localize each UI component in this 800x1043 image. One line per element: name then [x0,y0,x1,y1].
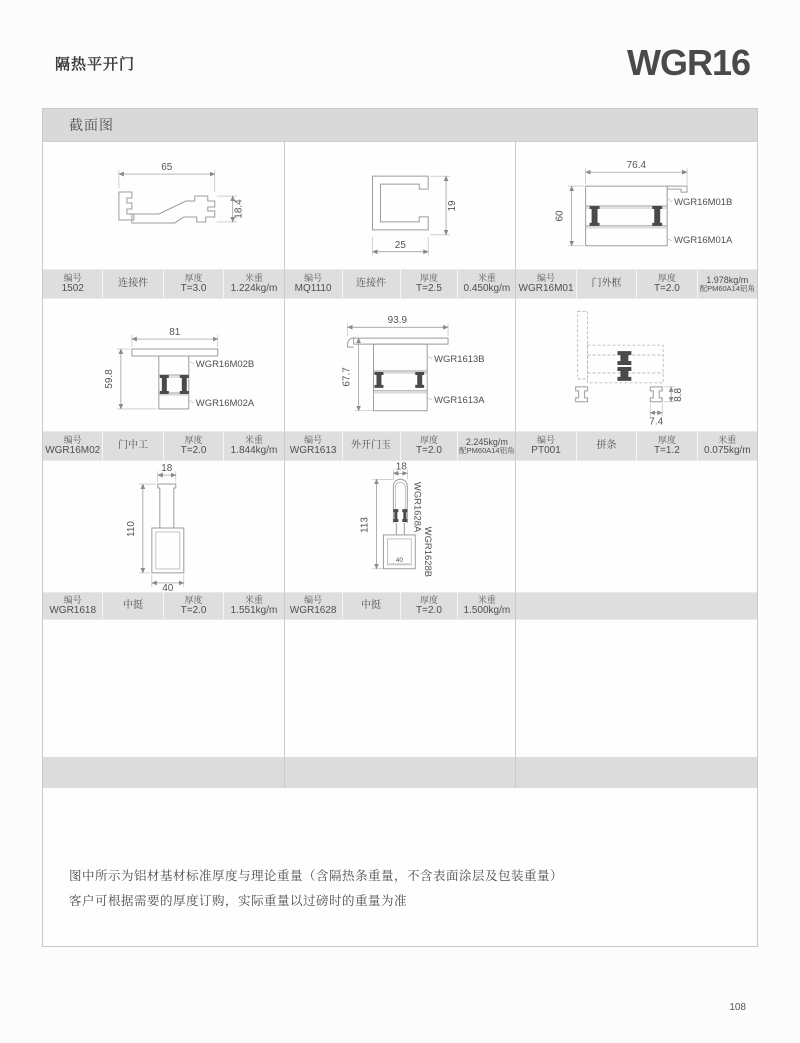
spec-type-value: 门外框 [591,278,622,290]
drawing-row-2 [43,299,757,431]
profile-outline [576,387,588,402]
drawing-cell-empty [515,461,757,592]
spec-thickness-label: 厚度 [419,273,438,284]
spec-code-value: MQ1110 [294,283,332,295]
spec-code-value: WGR1628 [289,605,337,617]
spec-weight-label: 米重 [477,273,496,284]
spec-row-2 [43,431,757,461]
gray-band-cell [515,757,757,788]
spec-weight-value: 0.075kg/m [703,445,751,457]
spec-weight-note: 配PM60A14铝角 [459,445,515,455]
spec-empty-gray [515,592,757,620]
profile-drawing-pt001 [516,299,757,431]
spec-type-value: 中挺 [123,600,144,612]
spec-row-3 [43,592,757,620]
spec-thickness-value: T=2.0 [416,605,442,617]
spec-code-value: WGR1618 [49,605,97,617]
profile-outline [353,338,447,344]
spec-code-label: 编号 [63,435,82,446]
thermal-break-bar [653,206,663,226]
drawing-cell-wgr16m02 [43,299,284,431]
spec-weight-note: 配PM60A14铝角 [699,283,756,293]
note-line-2: 客户可根据需要的厚度订购，实际重量以过磅时的重量为准 [69,894,408,908]
profile-drawing-wgr1618 [43,461,284,592]
spec-thickness-value: T=3.0 [180,283,207,295]
thermal-break-bar [393,509,398,522]
spec-weight-label: 米重 [244,273,263,284]
spec-code-label: 编号 [304,435,323,446]
section-table [42,108,758,947]
spec-pt001 [515,431,757,461]
dim-width-label: 93.9 [387,315,407,327]
dim-width-label: 81 [169,327,181,339]
spec-weight-value: 0.450kg/m [463,283,511,295]
spec-thickness-label: 厚度 [184,435,203,446]
profile-outline [132,349,218,356]
gray-band-row [43,757,757,788]
note-box [43,788,563,946]
profile-inner [156,532,180,569]
page-title: 隔热平开门 [55,56,136,73]
profile-drawing-mq1110 [285,142,516,269]
spec-thickness-value: T=1.2 [653,445,680,457]
spec-weight-value: 1.844kg/m [230,445,278,457]
thermal-break-bar [415,372,424,388]
model-code: WGR16 [626,42,750,83]
profile-outline [651,387,663,402]
spec-code-label: 编号 [537,435,556,446]
dim-width-label: 7.4 [649,416,664,428]
thermal-break-bar [618,351,632,365]
spec-mq1110 [284,269,516,299]
thermal-break-bar [160,375,169,394]
drawing-row-3 [43,461,757,592]
part-label-a: WGR16M01A [674,234,733,246]
profile-drawing-1502 [43,142,284,269]
spec-code-value: WGR1613 [289,445,337,457]
thermal-break-bar [374,372,383,388]
dim-width-label: 25 [394,239,406,251]
empty-cell [284,620,516,757]
part-label-a: WGR16M02A [195,397,255,409]
spec-thickness-label: 厚度 [657,273,676,284]
spec-wgr1628 [284,592,516,620]
profile-outline [132,196,215,223]
spec-type-value: 中挺 [361,600,382,612]
dim-height-label: 8.8 [673,387,685,402]
dim-bottom-label: 40 [395,556,403,564]
spec-row-1 [43,269,757,299]
note-row [43,788,757,946]
profile-drawing-wgr1613 [285,299,516,431]
spec-wgr1613 [284,431,516,461]
dim-width-label: 65 [161,162,173,174]
drawing-cell-pt001 [515,299,757,431]
gray-band-cell [43,757,284,788]
part-label-b: WGR1628B [421,526,433,578]
spec-thickness-label: 厚度 [184,273,203,284]
dim-height-label: 67.7 [341,367,353,387]
profile-base [152,528,184,573]
thermal-break-bar [180,375,189,394]
spec-1502 [43,269,284,299]
spec-thickness-label: 厚度 [419,435,438,446]
empty-row [43,620,757,757]
thermal-break-bar [402,509,407,522]
profile-outline [372,176,428,230]
profile-hook [347,338,353,347]
part-label-b: WGR16M02B [195,358,255,370]
drawing-cell-wgr16m01 [515,142,757,269]
dim-height-label: 18.4 [233,199,245,219]
spec-type-value: 外开门玉 [351,440,392,452]
spec-weight-value: 1.500kg/m [463,605,511,617]
spec-code-value: PT001 [531,445,561,457]
spec-code-value: WGR16M02 [45,445,101,457]
spec-weight-value: 1.224kg/m [230,283,278,295]
dim-top-label: 18 [395,461,407,473]
spec-weight-label: 米重 [477,595,496,606]
spec-thickness-label: 厚度 [184,595,203,606]
part-label-b: WGR16M01B [674,197,733,209]
spec-weight-label: 米重 [244,435,263,446]
spec-code-value: 1502 [61,283,84,295]
empty-cell [515,620,757,757]
spec-thickness-label: 厚度 [419,595,438,606]
spec-thickness-value: T=2.5 [416,283,442,295]
spec-code-label: 编号 [304,595,323,606]
spec-weight-value: 1.978kg/m [706,274,749,285]
part-label-b: WGR1613B [433,354,485,366]
profile-flange [667,186,687,192]
spec-wgr1618 [43,592,284,620]
thermal-break-bar [590,206,600,226]
spec-code-label: 编号 [537,273,556,284]
dim-height-label: 110 [125,521,137,537]
spec-wgr16m02 [43,431,284,461]
spec-code-label: 编号 [304,273,323,284]
spec-thickness-value: T=2.0 [180,605,207,617]
spec-weight-value: 1.551kg/m [230,605,278,617]
note-line-1: 图中所示为铝材基材标准厚度与理论重量（含隔热条重量，不含表面涂层及包装重量） [69,869,564,883]
dim-bottom-label: 40 [162,582,174,592]
dim-width-label: 76.4 [626,160,647,172]
thermal-break-bar [618,367,632,381]
drawing-cell-mq1110 [284,142,516,269]
part-label-a: WGR1628A [410,481,422,533]
spec-code-label: 编号 [63,273,82,284]
profile-drawing-wgr16m01 [516,142,757,269]
spec-type-value: 拼条 [596,440,617,452]
dim-height-label: 113 [359,517,371,533]
dim-top-label: 18 [161,463,173,475]
profile-drawing-wgr1628 [285,461,516,592]
spec-type-value: 门中工 [118,440,149,452]
spec-thickness-value: T=2.0 [416,445,442,457]
section-header-label: 截面图 [69,117,114,133]
section-header-cell [43,109,757,142]
drawing-row-1 [43,142,757,269]
profile-drawing-wgr16m02 [43,299,284,431]
context-profile-dashed [578,311,588,379]
spec-weight-label: 米重 [244,595,263,606]
empty-cell [43,620,284,757]
spec-wgr16m01 [515,269,757,299]
drawing-cell-wgr1628 [284,461,516,592]
spec-weight-value: 2.245kg/m [465,436,508,447]
dim-height-label: 19 [446,200,458,212]
page-number: 108 [729,1002,746,1013]
dim-height-label: 60 [555,210,567,222]
spec-code-label: 编号 [63,595,82,606]
profile-stem [158,484,176,528]
drawing-cell-wgr1613 [284,299,516,431]
drawing-cell-1502 [43,142,284,269]
spec-type-value: 连接件 [118,278,149,290]
spec-thickness-value: T=2.0 [653,283,680,295]
spec-code-value: WGR16M01 [518,283,574,295]
spec-thickness-label: 厚度 [657,435,676,446]
part-label-a: WGR1613A [433,394,485,406]
drawing-cell-wgr1618 [43,461,284,592]
spec-type-value: 连接件 [356,278,387,290]
gray-band-cell [284,757,516,788]
spec-weight-label: 米重 [718,435,737,446]
spec-thickness-value: T=2.0 [180,445,207,457]
dim-height-label: 59.8 [103,369,115,389]
